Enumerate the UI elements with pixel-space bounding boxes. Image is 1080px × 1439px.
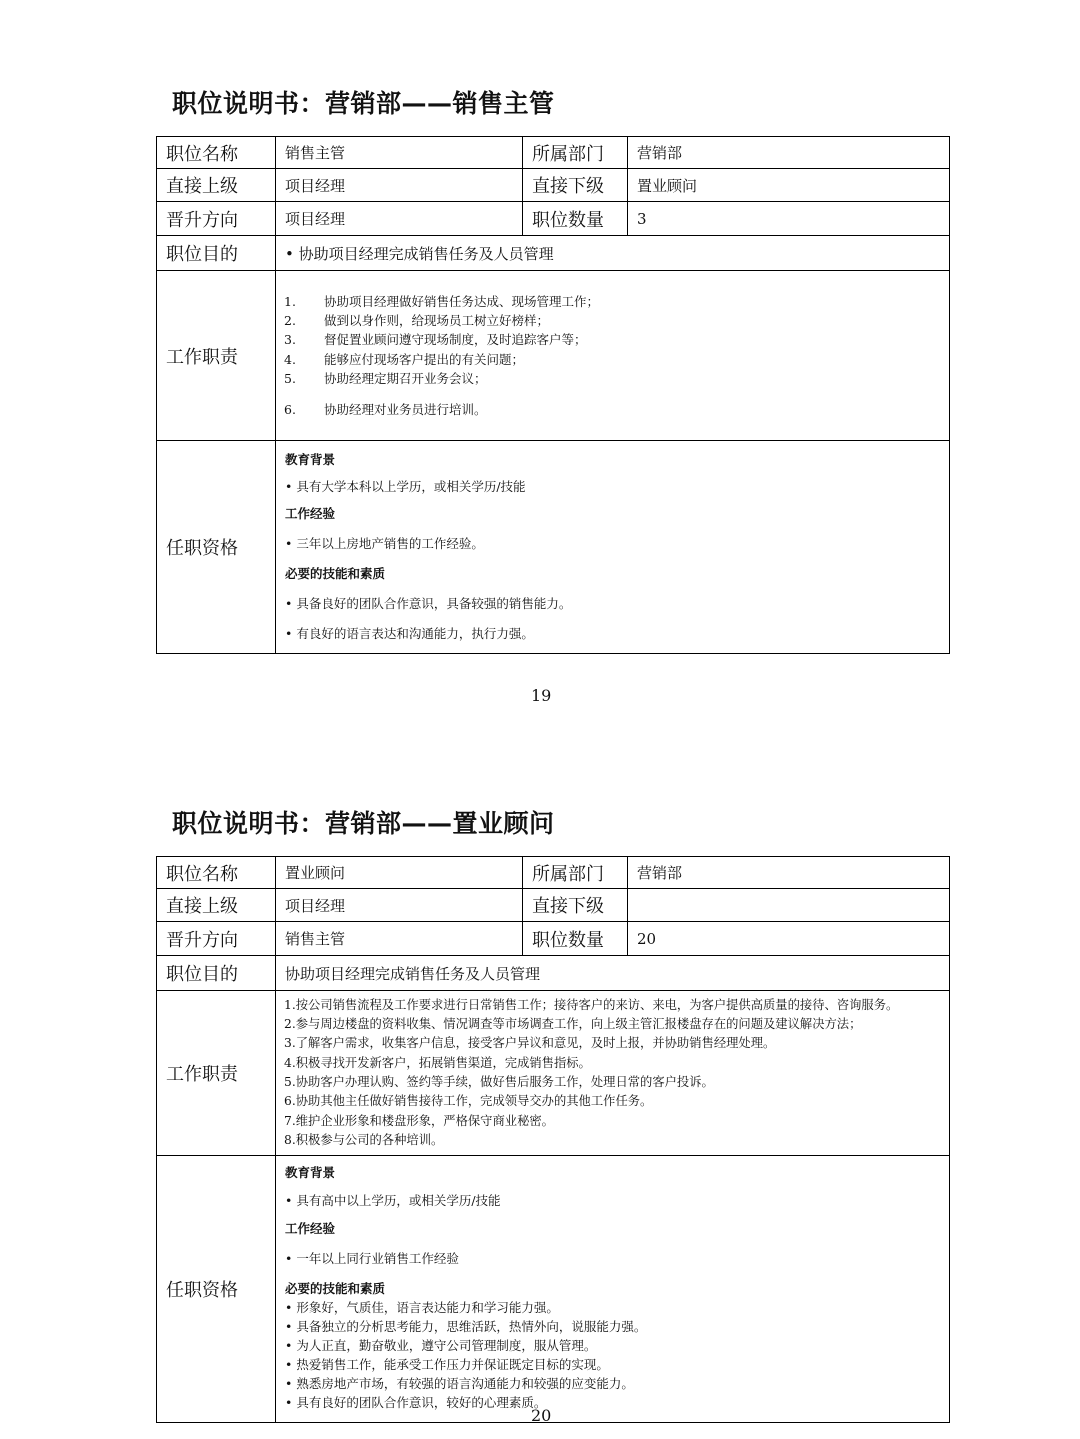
- department-label: 所属部门: [523, 857, 628, 889]
- skills-heading: 必要的技能和素质: [285, 1281, 386, 1296]
- job-name-value: 销售主管: [276, 137, 523, 169]
- subordinate-label: 直接下级: [523, 169, 628, 202]
- job-description-table: [156, 856, 950, 1423]
- experience-value: • 三年以上房地产销售的工作经验。: [285, 536, 484, 551]
- experience-heading: 工作经验: [285, 506, 336, 521]
- promotion-label: 晋升方向: [157, 202, 276, 236]
- duties-cell: [276, 991, 950, 1156]
- education-value: • 具有高中以上学历，或相关学历/技能: [285, 1193, 501, 1208]
- promotion-value: 项目经理: [276, 202, 523, 236]
- list-item: 1.按公司销售流程及工作要求进行日常销售工作；接待客户的来访、来电，为客户提供高质量的接待、咨询服务。: [284, 997, 899, 1012]
- purpose-label: 职位目的: [157, 956, 276, 991]
- list-item: 3. 督促置业顾问遵守现场制度，及时追踪客户等；: [284, 332, 587, 348]
- list-item: • 有良好的语言表达和沟通能力，执行力强。: [285, 626, 534, 641]
- page-number: 20: [531, 1406, 552, 1425]
- qualifications-cell: [276, 1156, 950, 1423]
- superior-value: 项目经理: [276, 889, 523, 922]
- job-name-label: 职位名称: [157, 137, 276, 169]
- subordinate-label: 直接下级: [523, 889, 628, 922]
- page-title: 职位说明书：营销部——置业顾问: [172, 809, 555, 838]
- list-item: 7.维护企业形象和楼盘形象，严格保守商业秘密。: [284, 1113, 554, 1128]
- list-item: 1. 协助项目经理做好销售任务达成、现场管理工作；: [284, 293, 600, 309]
- purpose-label: 职位目的: [157, 236, 276, 271]
- headcount-label: 职位数量: [523, 922, 628, 956]
- list-item: • 具有良好的团队合作意识，较好的心理素质。: [285, 1395, 547, 1410]
- list-item: 6.协助其他主任做好销售接待工作，完成领导交办的其他工作任务。: [284, 1094, 653, 1109]
- list-item: • 熟悉房地产市场，有较强的语言沟通能力和较强的应变能力。: [285, 1376, 634, 1391]
- list-item: 4. 能够应付现场客户提出的有关问题；: [284, 351, 525, 367]
- list-item: 8.积极参与公司的各种培训。: [284, 1132, 444, 1147]
- purpose-value: 协助项目经理完成销售任务及人员管理: [276, 956, 950, 991]
- headcount-value: 3: [628, 202, 950, 236]
- education-value: • 具有大学本科以上学历，或相关学历/技能: [285, 479, 526, 494]
- promotion-value: 销售主管: [276, 922, 523, 956]
- subordinate-value: [628, 889, 950, 922]
- list-item: • 形象好，气质佳，语言表达能力和学习能力强。: [285, 1300, 559, 1315]
- job-name-label: 职位名称: [157, 857, 276, 889]
- subordinate-value: 置业顾问: [628, 169, 950, 202]
- superior-label: 直接上级: [157, 169, 276, 202]
- headcount-value: 20: [628, 922, 950, 956]
- job-description-table: [156, 136, 950, 654]
- department-value: 营销部: [628, 857, 950, 889]
- qualifications-cell: [276, 441, 950, 654]
- list-item: 2.参与周边楼盘的资料收集、情况调查等市场调查工作，向上级主管汇报楼盘存在的问题及建议解决方法；: [284, 1017, 862, 1032]
- list-item: 5. 协助经理定期召开业务会议；: [284, 370, 487, 386]
- page-number: 19: [531, 686, 552, 705]
- qualifications-label: 任职资格: [157, 1156, 276, 1423]
- list-item: • 具备良好的团队合作意识，具备较强的销售能力。: [285, 596, 572, 611]
- department-value: 营销部: [628, 137, 950, 169]
- qualifications-label: 任职资格: [157, 441, 276, 654]
- list-item: • 为人正直，勤奋敬业，遵守公司管理制度，服从管理。: [285, 1338, 597, 1353]
- list-item: 3.了解客户需求，收集客户信息，接受客户异议和意见，及时上报，并协助销售经理处理。: [284, 1036, 776, 1051]
- skills-heading: 必要的技能和素质: [285, 566, 386, 581]
- experience-value: • 一年以上同行业销售工作经验: [285, 1251, 459, 1266]
- purpose-value: • 协助项目经理完成销售任务及人员管理: [276, 236, 950, 271]
- list-item: • 具备独立的分析思考能力，思维活跃，热情外向，说服能力强。: [285, 1319, 647, 1334]
- job-name-value: 置业顾问: [276, 857, 523, 889]
- superior-value: 项目经理: [276, 169, 523, 202]
- duties-cell: [276, 271, 950, 441]
- education-heading: 教育背景: [285, 1165, 336, 1180]
- superior-label: 直接上级: [157, 889, 276, 922]
- experience-heading: 工作经验: [285, 1221, 336, 1236]
- list-item: 5.协助客户办理认购、签约等手续，做好售后服务工作，处理日常的客户投诉。: [284, 1075, 714, 1089]
- list-item: 2. 做到以身作则，给现场员工树立好榜样；: [284, 312, 550, 328]
- page-title: 职位说明书：营销部——销售主管: [172, 89, 555, 118]
- department-label: 所属部门: [523, 137, 628, 169]
- duties-label: 工作职责: [157, 991, 276, 1156]
- promotion-label: 晋升方向: [157, 922, 276, 956]
- duties-label: 工作职责: [157, 271, 276, 441]
- list-item: • 热爱销售工作，能承受工作压力并保证既定目标的实现。: [285, 1357, 609, 1372]
- list-item: 4.积极寻找开发新客户，拓展销售渠道，完成销售指标。: [284, 1055, 591, 1070]
- list-item: 6. 协助经理对业务员进行培训。: [284, 402, 487, 418]
- headcount-label: 职位数量: [523, 202, 628, 236]
- education-heading: 教育背景: [285, 452, 336, 467]
